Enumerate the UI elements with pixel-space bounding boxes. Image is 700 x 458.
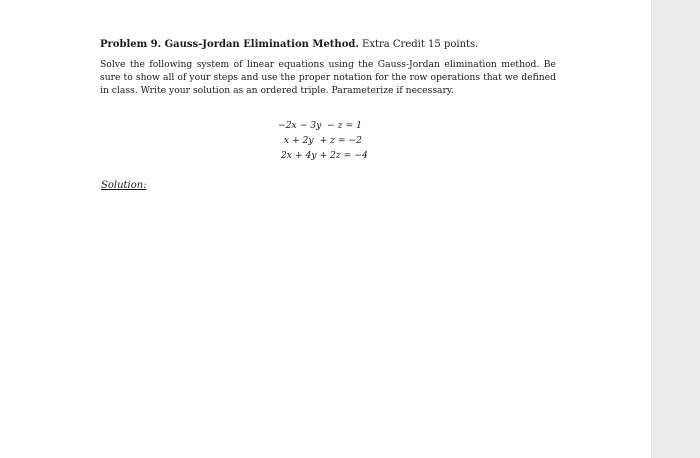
problem-instructions: Solve the following system of linear equations using the Gauss-Jordan elimination method. Be sure to show all of your steps and use the proper notation for the row operations that we defined in class. Write your solution as an ordered triple. Parameterize if necessary.: [100, 59, 556, 96]
equation-system: [278, 118, 368, 163]
equation-row: x + 2y + z = −2: [278, 135, 362, 146]
problem-heading: [100, 38, 570, 51]
extra-credit-note: Extra Credit 15 points.: [362, 39, 479, 50]
equation-row: 2x + 4y + 2z = −4: [278, 150, 368, 161]
solution-label: Solution:: [101, 180, 147, 191]
side-panel: [651, 0, 700, 458]
equation-row: −2x − 3y − z = 1: [278, 120, 362, 131]
problem-title: Problem 9. Gauss-Jordan Elimination Method.: [100, 39, 359, 50]
